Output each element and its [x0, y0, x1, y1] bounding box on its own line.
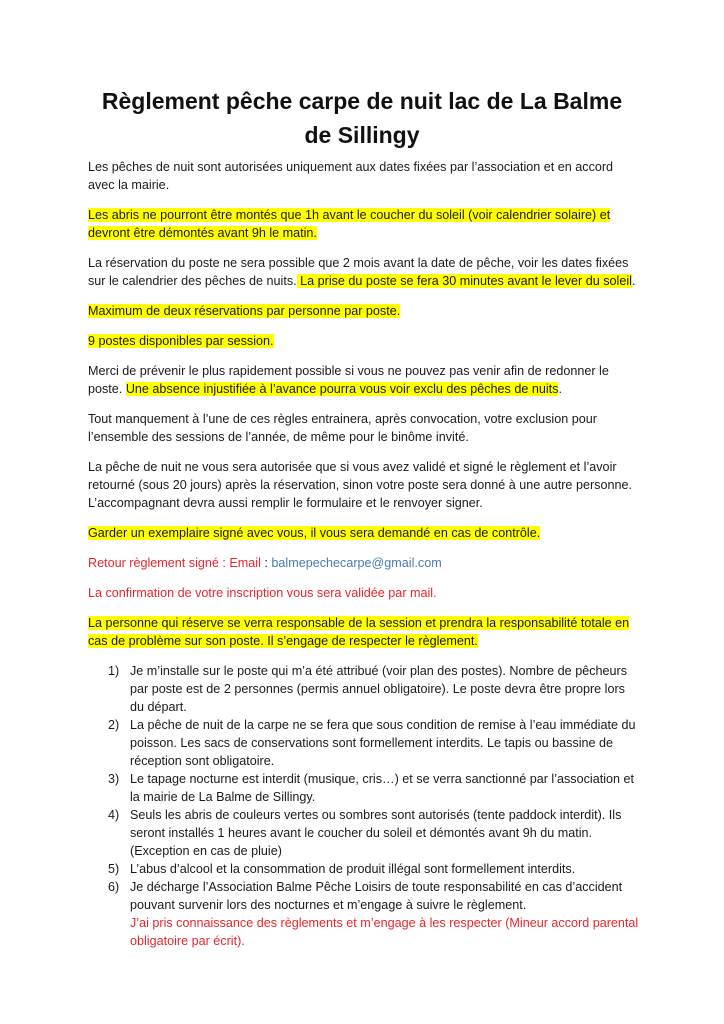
- max-reservations-paragraph: [88, 302, 640, 320]
- list-item-text: Le tapage nocturne est interdit (musique, cris…) et se verra sanctionné par l’association et la mairie de La Balme de Sillingy.: [130, 772, 635, 804]
- notice-text: Merci de prévenir le plus rapidement possible si vous ne pouvez pas venir afin de redonner le poste.: [88, 364, 609, 396]
- list-item-number: 5): [108, 862, 120, 876]
- max-reservations-highlight: Maximum de deux réservations par personne par poste.: [88, 304, 401, 318]
- reservation-highlight: La prise du poste se fera 30 minutes avant le lever du soleil: [296, 274, 632, 288]
- intro-paragraph: Les pêches de nuit sont autorisées uniquement aux dates fixées par l’association et en accord avec la mairie.: [88, 160, 614, 192]
- list-item: [108, 806, 640, 860]
- confirmation-paragraph: La confirmation de votre inscription vous sera validée par mail.: [88, 586, 437, 600]
- email-link[interactable]: balmepechecarpe@gmail.com: [271, 556, 442, 570]
- list-item-text: L’abus d’alcool et la consommation de produit illégal sont formellement interdits.: [130, 862, 576, 876]
- closing-statement: J’ai pris connaissance des règlements et m’engage à les respecter (Mineur accord parental obligatoire par écrit).: [130, 916, 639, 948]
- rules-list: [88, 662, 640, 950]
- responsibility-paragraph: [88, 614, 640, 650]
- return-separator: :: [260, 556, 272, 570]
- reservation-paragraph: [88, 254, 640, 290]
- list-item-text: Je m’installe sur le poste qui m’a été attribué (voir plan des postes). Nombre de pêcheurs par poste est de 2 personnes (permis annuel obligatoire). Le poste devra être propre lors du départ.: [130, 664, 627, 714]
- return-paragraph: [88, 554, 640, 572]
- list-item: [108, 716, 640, 770]
- shelter-highlight: Les abris ne pourront être montés que 1h avant le coucher du soleil (voir calendrier solaire) et devront être démontés avant 9h le matin.: [88, 208, 611, 240]
- shelter-paragraph: [88, 206, 640, 242]
- return-label: Retour règlement signé : Email: [88, 556, 261, 570]
- list-item-number: 4): [108, 808, 120, 822]
- list-item-text: Seuls les abris de couleurs vertes ou sombres sont autorisés (tente paddock interdit). Ils seront installés 1 heures avant le coucher du soleil et démontés avant 9h du matin. (Exception en cas de pluie): [130, 808, 622, 858]
- posts-available-paragraph: [88, 332, 640, 350]
- list-item: [108, 878, 640, 950]
- list-item: [108, 860, 640, 878]
- notice-paragraph: [88, 362, 640, 398]
- reservation-text: La réservation du poste ne sera possible que 2 mois avant la date de pêche, voir les dates fixées sur le calendrier des pêches de nuits.: [88, 256, 629, 288]
- list-item-number: 6): [108, 880, 120, 894]
- responsibility-highlight: La personne qui réserve se verra responsable de la session et prendra la responsabilité totale en cas de problème sur son poste. Il s’engage de respecter le règlement.: [88, 616, 630, 648]
- notice-highlight: Une absence injustifiée à l’avance pourra vous voir exclu des pêches de nuits: [125, 382, 559, 396]
- authorization-paragraph: La pêche de nuit ne vous sera autorisée que si vous avez validé et signé le règlement et l’avoir retourné (sous 20 jours) après la réservation, sinon votre poste sera donné à une autre personne. L’accompagnant devra aussi remplir le formulaire et le renvoyer signer.: [88, 460, 632, 510]
- breach-paragraph: Tout manquement à l’une de ces règles entrainera, après convocation, votre exclusion pour l’ensemble des sessions de l’année, de même pour le binôme invité.: [88, 412, 597, 444]
- keep-copy-highlight: Garder un exemplaire signé avec vous, il vous sera demandé en cas de contrôle.: [88, 526, 541, 540]
- list-item-number: 2): [108, 718, 120, 732]
- document-title: Règlement pêche carpe de nuit lac de La Balme de Sillingy: [101, 88, 623, 148]
- document-body: [88, 158, 640, 950]
- reservation-period: .: [631, 274, 636, 288]
- list-item-text: La pêche de nuit de la carpe ne se fera que sous condition de remise à l’eau immédiate du poisson. Les sacs de conservations sont formellement interdits. Le tapis ou bassine de réception sont obligatoire.: [130, 718, 636, 768]
- keep-copy-paragraph: [88, 524, 640, 542]
- notice-period: .: [558, 382, 562, 396]
- list-item-number: 1): [108, 664, 120, 678]
- list-item: [108, 662, 640, 716]
- posts-available-highlight: 9 postes disponibles par session.: [88, 334, 274, 348]
- list-item-number: 3): [108, 772, 120, 786]
- list-item-text: Je décharge l’Association Balme Pêche Loisirs de toute responsabilité en cas d’accident pouvant survenir lors des nocturnes et m’engage à suivre le règlement.: [130, 880, 623, 912]
- list-item: [108, 770, 640, 806]
